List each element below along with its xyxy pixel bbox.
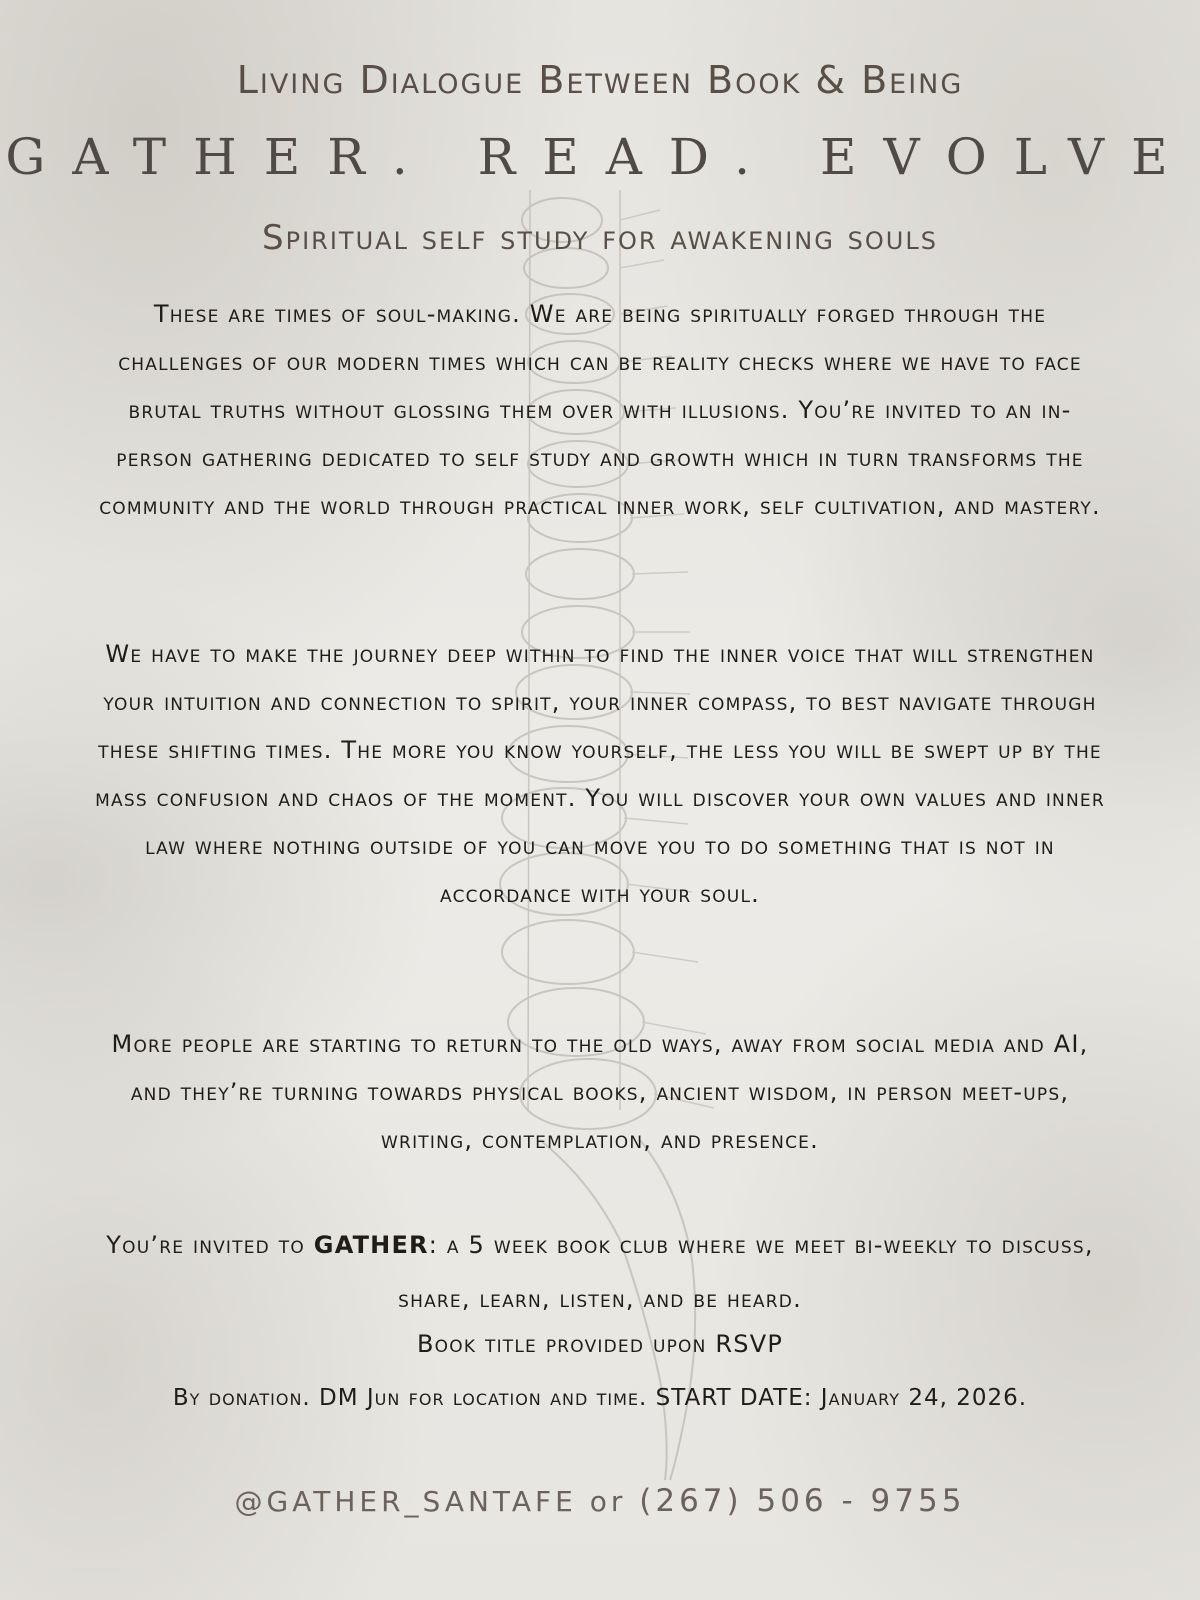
- invite-emphasis: GATHER: [313, 1231, 429, 1259]
- invite-suffix: : a 5 week book club where we meet bi-weekly to discuss, share, learn, listen, and be heard.: [398, 1231, 1094, 1313]
- invite-prefix: You’re invited to: [106, 1231, 314, 1259]
- paragraph-old-ways: More people are starting to return to the old ways, away from social media and AI, and they’re turning towards physical books, ancient wisdom, in person meet-ups, writing, contemplation, and presence.: [111, 1030, 1089, 1154]
- page-title: GATHER. READ. EVOLVE: [5, 128, 1195, 186]
- paragraph-invitation: [95, 1218, 1105, 1326]
- contact-line: [0, 1483, 1200, 1519]
- paragraph-intro: These are times of soul-making. We are being spiritually forged through the challenges of our modern times which can be reality checks where we have to face brutal truths without glossing them over with illusions. You’re invited to an in-person gathering dedicated to self study and growth which in turn transforms the community and the world through practical inner work, self cultivation, and mastery.: [99, 300, 1101, 520]
- social-handle[interactable]: @GATHER_SANTAFE or: [234, 1485, 627, 1518]
- rsvp-line: Book title provided upon RSVP: [417, 1330, 783, 1358]
- subtitle: Spiritual self study for awakening souls: [262, 218, 938, 258]
- tagline: Living Dialogue Between Book & Being: [236, 58, 964, 102]
- details-line: By donation. DM Jun for location and time. START DATE: January 24, 2026.: [172, 1385, 1028, 1411]
- phone-number[interactable]: (267) 506 - 9755: [639, 1483, 966, 1519]
- paragraph-journey: We have to make the journey deep within to find the inner voice that will strengthen your intuition and connection to spirit, your inner compass, to best navigate through these shifting times. The more you know yourself, the less you will be swept up by the mass confusion and chaos of the moment. You will discover your own values and inner law where nothing outside of you can move you to do something that is not in accordance with your soul.: [95, 640, 1105, 908]
